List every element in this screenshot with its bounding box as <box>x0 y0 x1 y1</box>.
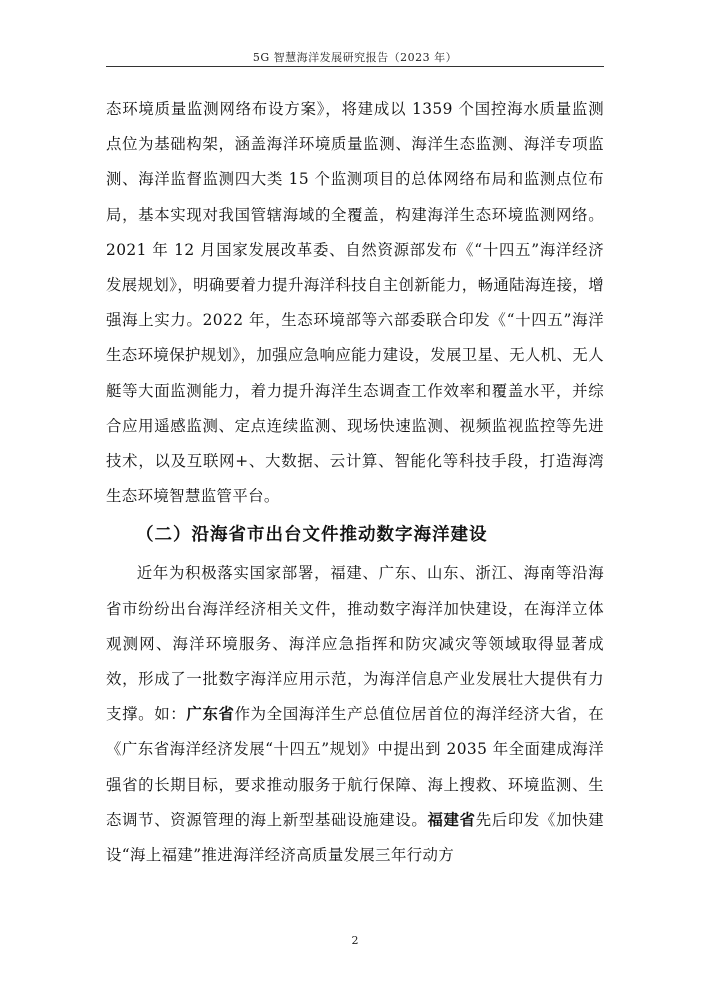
header-divider <box>106 66 604 67</box>
section-heading: （二）沿海省市出台文件推动数字海洋建设 <box>136 525 488 546</box>
report-header-title: 5G 智慧海洋发展研究报告（2023 年） <box>252 51 458 64</box>
paragraph-text-segment: 作为全国海洋生产总值位居首位的海洋经济大省，在《广东省海洋经济发展“十四五”规划》中提出到 2035 年全面建成海洋强省的长期目标，要求推动服务于航行保障、海上搜救、环境监测、生态调节、资源管理的海上新型基础设施建设。 <box>106 705 605 829</box>
paragraph-text-segment: 先后印发《加快建设“海上福建”推进海洋经济高质量发展三年行动方 <box>106 810 605 865</box>
paragraph-coastal-provinces <box>106 556 604 873</box>
province-guangdong: 广东省 <box>186 705 235 724</box>
province-fujian: 福建省 <box>427 810 476 829</box>
page-number: 2 <box>351 934 359 947</box>
page-header <box>0 0 710 70</box>
document-body <box>106 92 604 873</box>
paragraph-continued: 态环境质量监测网络布设方案》，将建成以 1359 个国控海水质量监测点位为基础构架，涵盖海洋环境质量监测、海洋生态监测、海洋专项监测、海洋监督监测四大类 15 个监测项目的总体网络布局和监测点位布局，基本实现对我国管辖海域的全覆盖，构建海洋生态环境监测网络。2021 年 12 月国家发展改革委、自然资源部发布《“十四五”海洋经济发展规划》，明确要着力提升海洋科技自主创新能力，畅通陆海连接，增强海上实力。2022 年，生态环境部等六部委联合印发《“十四五”海洋生态环境保护规划》，加强应急响应能力建设，发展卫星、无人机、无人艇等大面监测能力，着力提升海洋生态调查工作效率和覆盖水平，并综合应用遥感监测、定点连续监测、现场快速监测、视频监视监控等先进技术，以及互联网+、大数据、云计算、智能化等科技手段，打造海湾生态环境智慧监管平台。 <box>106 100 604 506</box>
paragraph-text-segment: 近年为积极落实国家部署，福建、广东、山东、浙江、海南等沿海省市纷纷出台海洋经济相关文件，推动数字海洋加快建设，在海洋立体观测网、海洋环境服务、海洋应急指挥和防灾减灾等领域取得显著成效，形成了一批数字海洋应用示范，为海洋信息产业发展壮大提供有力支撑。如： <box>106 564 604 724</box>
